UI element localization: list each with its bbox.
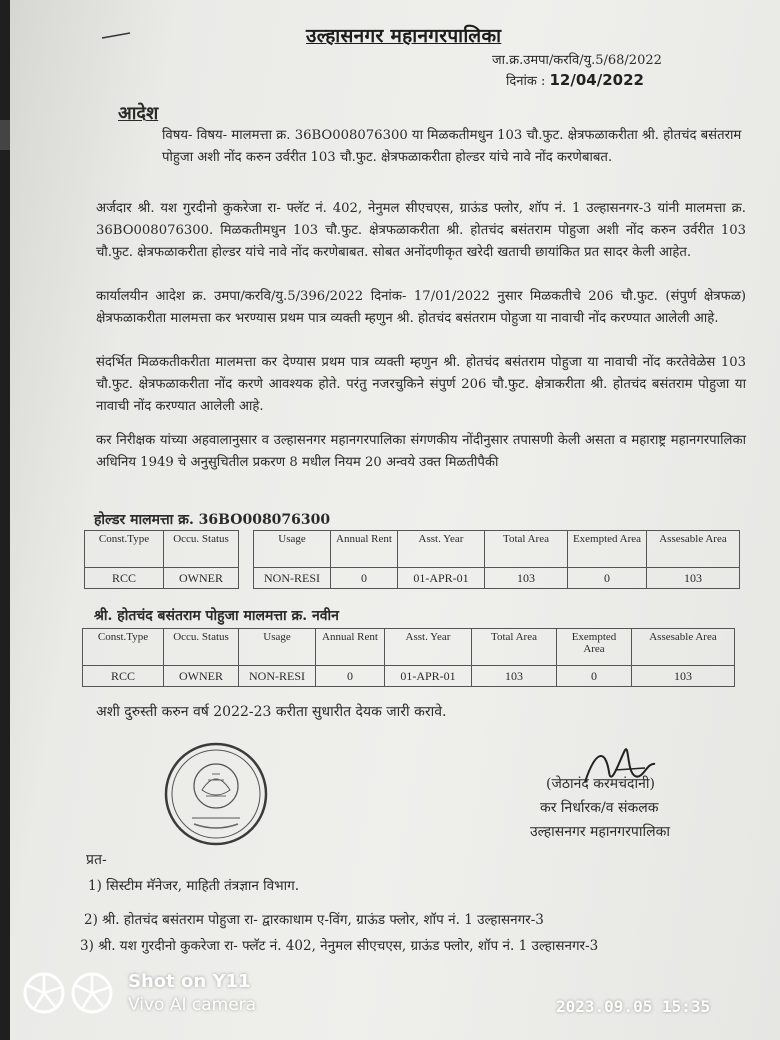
table-cell: NON-RESI — [254, 568, 331, 589]
camera-model: Shot on Y11 — [128, 971, 251, 992]
document-page — [10, 0, 780, 1040]
table1-title: होल्डर मालमत्ता क्र. 36BO008076300 — [94, 512, 331, 528]
copy-item-2: 2) श्री. होतचंद बसंतराम पोहुजा रा- द्वारकाधाम ए-विंग, ग्राऊंड फ्लोर, शॉप नं. 1 उल्हासनगर-3 — [84, 912, 544, 928]
table-header: Occu. Status — [164, 629, 239, 666]
table-header: Annual Rent — [331, 531, 398, 568]
page-edge-shadow — [0, 120, 10, 150]
table-header: Const.Type — [85, 531, 164, 568]
table-header: Exempted Area — [557, 629, 632, 666]
signatory-organization: उल्हासनगर महानगरपालिका — [530, 824, 670, 840]
table-cell: 103 — [485, 568, 568, 589]
table-cell: RCC — [83, 666, 164, 687]
order-title: आदेश — [118, 103, 159, 124]
table-cell: NON-RESI — [239, 666, 316, 687]
document-header-title: उल्हासनगर महानगरपालिका — [306, 25, 502, 47]
paragraph-3: संदर्भित मिळकतीकरीता मालमत्ता कर देण्यास प्रथम पात्र व्यक्ती म्हणुन श्री. होतचंद बसंतराम पोहुजा या नावाची नोंद करतेवेळेस 103 चौ.फुट. क्षेत्रफळाकरीता नोंद करणे आवश्यक होते. परंतु नजरचुकिने संपुर्ण 206 चौ.फुट. क्षेत्राकरीता श्री. होतचंद बसंतराम पोहुजा या नावाची नोंद करण्यात आलेली आहे. — [96, 355, 746, 414]
table2-title: श्री. होतचंद बसंतराम पोहुजा मालमत्ता क्र. नवीन — [94, 608, 339, 624]
paragraph-2: कार्यालयीन आदेश क्र. उमपा/करवि/यु.5/396/2022 दिनांक- 17/01/2022 नुसार मिळकतीचे 206 चौ.फुट. (संपुर्ण क्षेत्रफळ) क्षेत्रफळाकरीता मालमत्ता कर भरण्यास प्रथम पात्र व्यक्ती म्हणुन श्री. होतचंद बसंतराम पोहुजा या नावाची नोंद करण्यात आलेली आहे. — [96, 289, 746, 326]
table-header: Const.Type — [83, 629, 164, 666]
table-cell: OWNER — [164, 568, 239, 589]
table-header: Occu. Status — [164, 531, 239, 568]
table-header: Assesable Area — [647, 531, 740, 568]
table-header: Asst. Year — [385, 629, 472, 666]
signatory-name: (जेठानंद करमचंदानी) — [546, 776, 655, 792]
signatory-designation: कर निर्धारक/व संकलक — [540, 800, 659, 816]
subject-line: विषय- विषय- मालमत्ता क्र. 36BO008076300 या मिळकतीमधुन 103 चौ.फुट. क्षेत्रफळाकरीता श्री. होतचंद बसंतराम पोहुजा अशी नोंद करुन उर्वरीत 103 चौ.फुट. क्षेत्रफळाकरीता होल्डर यांचे नावे नोंद करणेबाबत. — [162, 128, 742, 165]
holder-property-table — [84, 530, 740, 589]
pen-mark — [100, 30, 140, 42]
table-header: Total Area — [485, 531, 568, 568]
date-label: दिनांक : — [506, 74, 546, 89]
table-cell: 0 — [316, 666, 385, 687]
table-cell: 103 — [632, 666, 735, 687]
table-cell: 103 — [472, 666, 557, 687]
table-cell: 0 — [331, 568, 398, 589]
table-cell: 01-APR-01 — [398, 568, 485, 589]
table-header: Total Area — [472, 629, 557, 666]
new-property-table — [82, 628, 735, 687]
closing-instruction: अशी दुरुस्ती करुन वर्ष 2022-23 करीता सुधारीत देयक जारी करावे. — [96, 704, 447, 720]
copy-item-3: 3) श्री. यश गुरदीनो कुकरेजा रा- फ्लॅट नं. 402, नेनुमल सीएचएस, ग्राऊंड फ्लोर, शॉप नं. 1 उल्हासनगर-3 — [80, 938, 599, 954]
table-header: Usage — [254, 531, 331, 568]
table-cell: 01-APR-01 — [385, 666, 472, 687]
table-cell: RCC — [85, 568, 164, 589]
table-cell: 0 — [568, 568, 647, 589]
copy-item-1: 1) सिस्टीम मॅनेजर, माहिती तंत्रज्ञान विभाग. — [88, 878, 300, 894]
camera-ai-label: Vivo AI camera — [128, 995, 257, 1015]
camera-logo-icon — [22, 971, 116, 1015]
table-header: Assesable Area — [632, 629, 735, 666]
paragraph-1: अर्जदार श्री. यश गुरदीनो कुकरेजा रा- फ्लॅट नं. 402, नेनुमल सीएचएस, ग्राऊंड फ्लोर, शॉप नं. 1 उल्हासनगर-3 यांनी मालमत्ता क्र. 36BO008076300. मिळकतीमधुन 103 चौ.फुट. क्षेत्रफळाकरीता श्री. होतचंद बसंतराम पोहुजा अशी नोंद करुन उर्वरीत 103 चौ.फुट. क्षेत्रफळाकरीता होल्डर यांचे नावे नोंद करणेबाबत. सोबत अनोंदणीकृत खरेदी खताची छायांकित प्रत सादर केली आहेत. — [96, 201, 746, 260]
municipal-seal-icon — [162, 740, 270, 848]
reference-number: जा.क्र.उमपा/करवि/यु.5/68/2022 — [492, 53, 662, 68]
table-header: Usage — [239, 629, 316, 666]
copy-to-label: प्रत- — [86, 852, 107, 868]
table-header: Annual Rent — [316, 629, 385, 666]
date-value: 12/04/2022 — [549, 71, 644, 89]
table-header: Exempted Area — [568, 531, 647, 568]
table-header: Asst. Year — [398, 531, 485, 568]
table-cell: 103 — [647, 568, 740, 589]
camera-watermark — [0, 955, 780, 1040]
table-cell: 0 — [557, 666, 632, 687]
table-cell: OWNER — [164, 666, 239, 687]
paragraph-4: कर निरीक्षक यांच्या अहवालानुसार व उल्हासनगर महानगरपालिका संगणकीय नोंदीनुसार तपासणी केली असता व महाराष्ट्र महानगरपालिका अधिनिय 1949 चे अनुसुचितील प्रकरण 8 मधील नियम 20 अन्वये उक्त मिळतीपैकी — [96, 433, 746, 470]
document-date — [506, 71, 644, 89]
photo-timestamp: 2023.09.05 15:35 — [556, 997, 711, 1016]
